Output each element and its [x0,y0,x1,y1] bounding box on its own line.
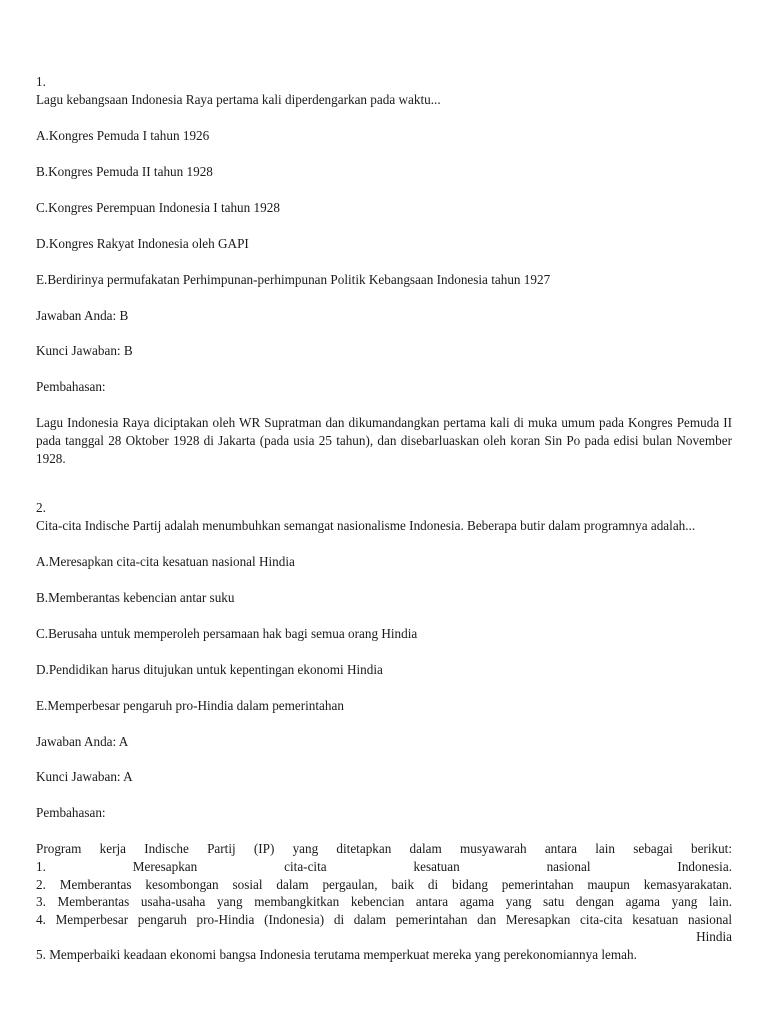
option-c: C.Berusaha untuk memperoleh persamaan hak bagi semua orang Hindia [36,625,418,641]
your-answer: Jawaban Anda: B [36,307,129,323]
discussion-block [36,840,732,963]
option-b: B.Kongres Pemuda II tahun 1928 [36,163,213,179]
discussion-line: 4. Memperbesar pengaruh pro-Hindia (Indonesia) di dalam pemerintahan dan Meresapkan cita-cita kesatuan nasional [36,911,732,927]
your-answer: Jawaban Anda: A [36,733,129,749]
question-1 [36,73,732,467]
option-e: E.Berdirinya permufakatan Perhimpunan-perhimpunan Politik Kebangsaan Indonesia tahun 1927 [36,271,551,287]
discussion-label: Pembahasan: [36,805,106,821]
answer-key: Kunci Jawaban: B [36,343,133,359]
question-number: 1. [36,74,46,89]
discussion-line: 5. Memperbaiki keadaan ekonomi bangsa Indonesia terutama memperkuat mereka yang perekonomiannya lemah. [36,947,637,963]
question-text: Lagu kebangsaan Indonesia Raya pertama kali diperdengarkan pada waktu... [36,91,441,107]
discussion-line: Hindia [696,929,732,945]
option-b: B.Memberantas kebencian antar suku [36,589,235,605]
discussion-line: Program kerja Indische Partij (IP) yang ditetapkan dalam musyawarah antara lain sebagai berikut: [36,841,732,857]
option-d: D.Pendidikan harus ditujukan untuk kepentingan ekonomi Hindia [36,661,383,677]
discussion-line: 1. Meresapkan cita-cita kesatuan nasional Indonesia. [36,859,732,875]
option-a: A.Kongres Pemuda I tahun 1926 [36,127,210,143]
discussion-line: 3. Memberantas usaha-usaha yang membangkitkan kebencian antara agama yang satu dengan agama yang lain. [36,894,732,910]
question-number: 2. [36,500,46,515]
option-e: E.Memperbesar pengaruh pro-Hindia dalam pemerintahan [36,697,344,713]
option-a: A.Meresapkan cita-cita kesatuan nasional Hindia [36,553,295,569]
discussion-text: Lagu Indonesia Raya diciptakan oleh WR Supratman dan dikumandangkan pertama kali di muka umum pada Kongres Pemuda II pada tanggal 28 Oktober 1928 di Jakarta (pada usia 25 tahun), dan disebarluaskan oleh koran Sin Po pada edisi bulan November 1928. [36,415,732,466]
question-2 [36,499,732,964]
option-c: C.Kongres Perempuan Indonesia I tahun 1928 [36,199,280,215]
discussion-line: 2. Memberantas kesombongan sosial dalam pergaulan, baik di bidang pemerintahan maupun kemasyarakatan. [36,876,732,892]
answer-key: Kunci Jawaban: A [36,769,133,785]
question-text: Cita-cita Indische Partij adalah menumbuhkan semangat nasionalisme Indonesia. Beberapa butir dalam programnya adalah... [36,517,696,533]
option-d: D.Kongres Rakyat Indonesia oleh GAPI [36,235,249,251]
discussion-label: Pembahasan: [36,379,106,395]
